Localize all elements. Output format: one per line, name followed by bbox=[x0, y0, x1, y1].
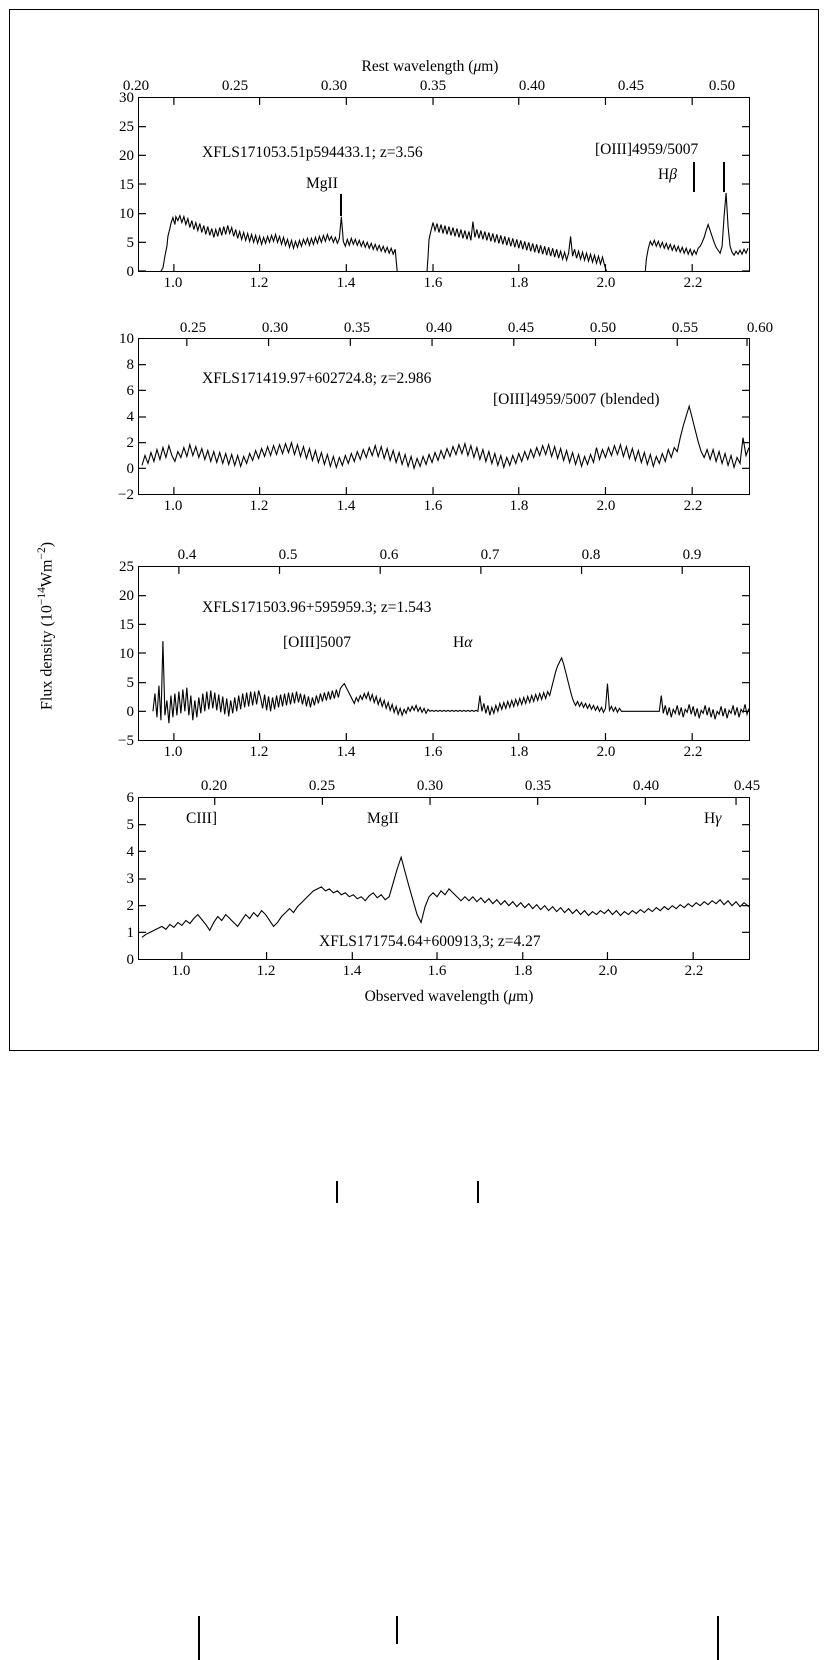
panel2-y-tick-8: 8 bbox=[126, 357, 134, 373]
panel2-y-tick-6: 6 bbox=[126, 383, 134, 399]
panel1-top-tick-1: 0.25 bbox=[221, 78, 249, 94]
bottom-axis-title: Observed wavelength (μm) bbox=[364, 988, 534, 1005]
panel1-y-tick-30: 30 bbox=[119, 90, 134, 106]
panel3-bottom-tick-1: 1.2 bbox=[249, 744, 269, 760]
panel3-top-tick-4: 0.8 bbox=[581, 547, 601, 563]
panel1-bottom-tick-4: 1.8 bbox=[509, 275, 529, 291]
panel2-y-tick-0: 0 bbox=[126, 461, 134, 477]
panel3-annotation-halpha: Hα bbox=[453, 634, 473, 651]
panel2-top-tick-7: 0.60 bbox=[746, 320, 774, 336]
panel-2 bbox=[10, 310, 820, 520]
panel2-top-tick-5: 0.50 bbox=[589, 320, 617, 336]
panel4-top-tick-1: 0.25 bbox=[308, 778, 336, 794]
panel4-annotation-ciii: CIII] bbox=[186, 810, 217, 827]
panel1-bottom-tick-0: 1.0 bbox=[163, 275, 183, 291]
panel3-y-tick-5: 5 bbox=[126, 675, 134, 691]
panel1-top-tick-5: 0.45 bbox=[617, 78, 645, 94]
panel4-object-label: XFLS171754.64+600913,3; z=4.27 bbox=[319, 933, 541, 950]
panel4-top-tick-0: 0.20 bbox=[200, 778, 228, 794]
panel4-top-tick-3: 0.35 bbox=[524, 778, 552, 794]
panel3-top-tick-3: 0.7 bbox=[480, 547, 500, 563]
panel3-bottom-tick-6: 2.2 bbox=[683, 744, 703, 760]
panel1-bottom-tick-2: 1.4 bbox=[336, 275, 356, 291]
panel3-marker-halpha bbox=[477, 1181, 479, 1203]
panel2-y-tick-2: 2 bbox=[126, 435, 134, 451]
panel4-annotation-mgii: MgII bbox=[367, 810, 399, 827]
panel2-top-tick-4: 0.45 bbox=[507, 320, 535, 336]
panel-4 bbox=[10, 770, 820, 1030]
panel3-bottom-tick-4: 1.8 bbox=[509, 744, 529, 760]
panel-1 bbox=[10, 10, 820, 291]
panel4-y-tick-6: 6 bbox=[126, 790, 134, 806]
panel3-bottom-tick-2: 1.4 bbox=[336, 744, 356, 760]
panel3-top-tick-0: 0.4 bbox=[177, 547, 197, 563]
panel2-bottom-tick-4: 1.8 bbox=[509, 498, 529, 514]
panel3-top-tick-5: 0.9 bbox=[682, 547, 702, 563]
panel1-top-tick-2: 0.30 bbox=[320, 78, 348, 94]
panel4-y-tick-0: 0 bbox=[126, 952, 134, 968]
panel1-y-tick-5: 5 bbox=[126, 235, 134, 251]
panel1-marker-hbeta bbox=[693, 162, 695, 192]
panel1-top-tick-4: 0.40 bbox=[518, 78, 546, 94]
panel2-spectrum bbox=[139, 339, 749, 494]
panel2-y-tick-10: 10 bbox=[119, 331, 134, 347]
panel2-plot-area bbox=[138, 338, 750, 495]
panel1-bottom-tick-1: 1.2 bbox=[249, 275, 269, 291]
panel4-top-tick-5: 0.45 bbox=[733, 778, 761, 794]
panel3-object-label: XFLS171503.96+595959.3; z=1.543 bbox=[202, 599, 432, 616]
panel4-bottom-tick-2: 1.4 bbox=[342, 963, 362, 979]
panel2-y-tick-m2: −2 bbox=[118, 487, 134, 503]
panel2-bottom-tick-2: 1.4 bbox=[336, 498, 356, 514]
panel4-y-tick-2: 2 bbox=[126, 898, 134, 914]
panel3-top-tick-2: 0.6 bbox=[379, 547, 399, 563]
panel4-top-tick-4: 0.40 bbox=[632, 778, 660, 794]
panel3-bottom-tick-0: 1.0 bbox=[163, 744, 183, 760]
panel2-top-tick-1: 0.30 bbox=[261, 320, 289, 336]
panel1-marker-oiii bbox=[723, 162, 725, 192]
panel2-top-tick-2: 0.35 bbox=[343, 320, 371, 336]
panel1-annotation-oiii: [OIII]4959/5007 bbox=[595, 141, 699, 158]
panel3-y-tick-20: 20 bbox=[119, 588, 134, 604]
panel2-bottom-tick-1: 1.2 bbox=[249, 498, 269, 514]
panel1-y-tick-25: 25 bbox=[119, 119, 134, 135]
panel2-bottom-tick-0: 1.0 bbox=[163, 498, 183, 514]
panel1-bottom-tick-3: 1.6 bbox=[423, 275, 443, 291]
panel2-bottom-tick-5: 2.0 bbox=[596, 498, 616, 514]
panel1-marker-mgii bbox=[340, 194, 342, 216]
panel4-top-tick-2: 0.30 bbox=[416, 778, 444, 794]
panel1-top-tick-6: 0.50 bbox=[708, 78, 736, 94]
panel2-bottom-tick-6: 2.2 bbox=[683, 498, 703, 514]
panel4-y-tick-4: 4 bbox=[126, 844, 134, 860]
panel2-top-tick-6: 0.55 bbox=[671, 320, 699, 336]
panel4-marker-ciii bbox=[198, 1616, 200, 1660]
panel4-bottom-tick-6: 2.2 bbox=[684, 963, 704, 979]
y-axis-label: Flux density $(10^{-14}Wm^{-2})$ bbox=[36, 541, 56, 710]
panel3-top-tick-1: 0.5 bbox=[278, 547, 298, 563]
panel4-bottom-tick-0: 1.0 bbox=[171, 963, 191, 979]
panel3-marker-oiii bbox=[336, 1181, 338, 1203]
panel3-y-tick-0: 0 bbox=[126, 704, 134, 720]
panel3-bottom-tick-5: 2.0 bbox=[596, 744, 616, 760]
panel2-annotation-oiii: [OIII]4959/5007 (blended) bbox=[493, 391, 660, 408]
panel3-y-tick-m5: −5 bbox=[118, 733, 134, 749]
panel2-object-label: XFLS171419.97+602724.8; z=2.986 bbox=[202, 370, 432, 387]
panel1-object-label: XFLS171053.51p594433.1; z=3.56 bbox=[202, 144, 423, 161]
panel3-plot-area bbox=[138, 566, 750, 741]
panel3-bottom-tick-3: 1.6 bbox=[423, 744, 443, 760]
panel4-y-tick-1: 1 bbox=[126, 925, 134, 941]
panel4-bottom-tick-1: 1.2 bbox=[256, 963, 276, 979]
panel4-marker-mgii bbox=[396, 1616, 398, 1644]
top-axis-title: Rest wavelength (μm) bbox=[361, 58, 499, 75]
panel4-bottom-tick-5: 2.0 bbox=[598, 963, 618, 979]
panel1-annotation-mgii: MgII bbox=[306, 175, 338, 192]
panel1-y-tick-0: 0 bbox=[126, 264, 134, 280]
panel1-top-tick-3: 0.35 bbox=[419, 78, 447, 94]
panel1-y-tick-15: 15 bbox=[119, 177, 134, 193]
panel4-marker-hgamma bbox=[717, 1616, 719, 1660]
panel1-bottom-tick-6: 2.2 bbox=[683, 275, 703, 291]
panel1-top-tick-0: 0.20 bbox=[122, 78, 150, 94]
panel1-plot-area bbox=[138, 97, 750, 272]
panel1-y-tick-20: 20 bbox=[119, 148, 134, 164]
panel3-y-tick-15: 15 bbox=[119, 617, 134, 633]
panel3-spectrum bbox=[139, 567, 749, 740]
panel1-bottom-tick-5: 2.0 bbox=[596, 275, 616, 291]
panel4-bottom-tick-4: 1.8 bbox=[513, 963, 533, 979]
panel4-y-tick-3: 3 bbox=[126, 871, 134, 887]
panel3-y-tick-25: 25 bbox=[119, 559, 134, 575]
panel4-bottom-tick-3: 1.6 bbox=[427, 963, 447, 979]
figure-frame bbox=[9, 9, 819, 1051]
panel2-y-tick-4: 4 bbox=[126, 409, 134, 425]
panel1-y-tick-10: 10 bbox=[119, 206, 134, 222]
panel3-y-tick-10: 10 bbox=[119, 646, 134, 662]
panel2-top-tick-0: 0.25 bbox=[179, 320, 207, 336]
panel4-y-tick-5: 5 bbox=[126, 817, 134, 833]
panel2-bottom-tick-3: 1.6 bbox=[423, 498, 443, 514]
panel1-annotation-hbeta: Hβ bbox=[658, 166, 677, 183]
panel4-annotation-hgamma: Hγ bbox=[704, 810, 722, 827]
panel2-top-tick-3: 0.40 bbox=[425, 320, 453, 336]
panel3-annotation-oiii: [OIII]5007 bbox=[283, 634, 352, 651]
panel1-spectrum bbox=[139, 98, 749, 271]
panel-3 bbox=[10, 538, 820, 768]
